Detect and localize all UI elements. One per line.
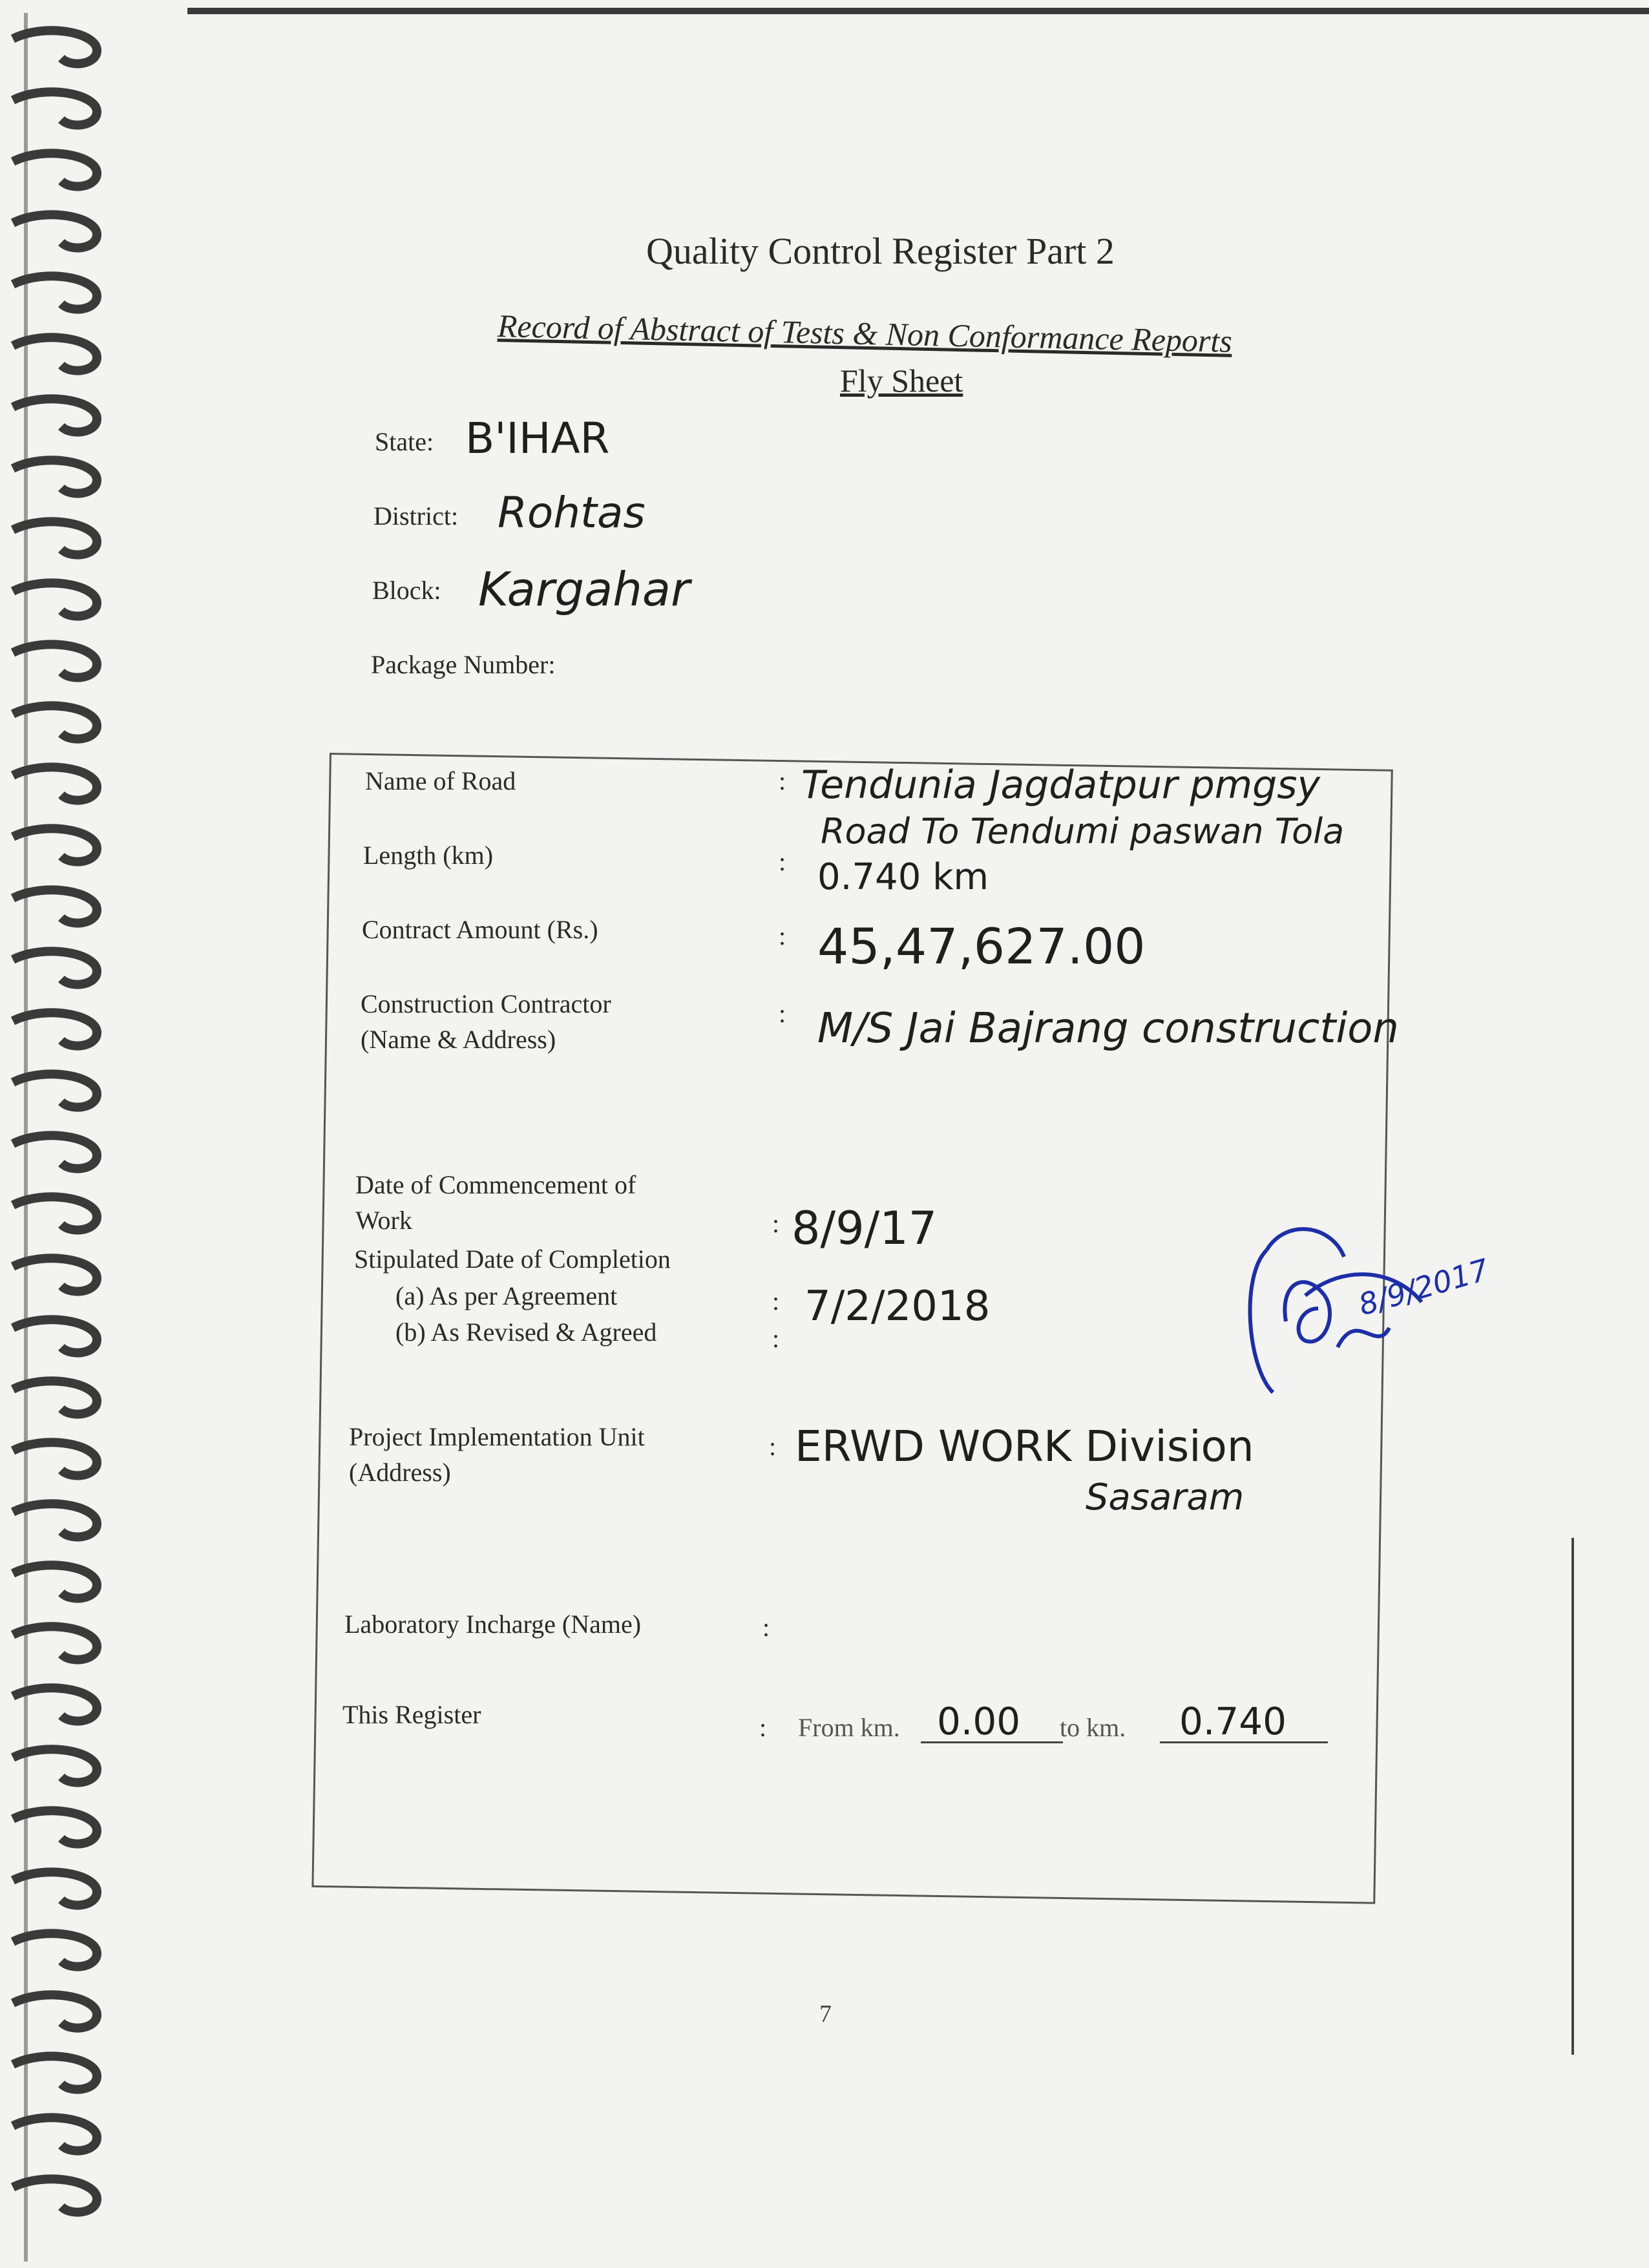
to-km-label: to km. — [1060, 1713, 1126, 1742]
colon: : — [779, 999, 786, 1028]
from-km-underline — [921, 1741, 1063, 1743]
from-km-label: From km. — [798, 1713, 900, 1742]
state-label: State: — [375, 427, 434, 456]
colon: : — [772, 1286, 780, 1316]
page-subtitle: Record of Abstract of Tests & Non Conformance Reports — [497, 308, 1233, 359]
as-per-agreement-value: 7/2/2018 — [804, 1283, 991, 1330]
scan-right-edge — [1571, 1538, 1574, 2055]
colon: : — [772, 1209, 780, 1238]
contract-amount-value: 45,47,627.00 — [817, 918, 1146, 975]
contractor-value: M/S Jai Bajrang construction — [817, 1005, 1399, 1053]
block-label: Block: — [372, 576, 441, 605]
block-value: Kargahar — [478, 562, 690, 616]
signature-stamp — [1228, 1199, 1564, 1422]
to-km-value: 0.740 — [1179, 1699, 1287, 1743]
commencement-label: Date of Commencement of — [355, 1170, 636, 1199]
scan-top-edge — [187, 8, 1649, 14]
stipulated-completion-label: Stipulated Date of Completion — [354, 1244, 671, 1274]
fly-sheet-heading: Fly Sheet — [840, 362, 963, 399]
as-per-agreement-label: (a) As per Agreement — [395, 1281, 618, 1310]
district-value: Rohtas — [498, 488, 646, 538]
colon: : — [769, 1432, 777, 1461]
state-value: B'IHAR — [465, 414, 610, 463]
piu-label: Project Implementation Unit — [349, 1422, 645, 1451]
commencement-label-work: Work — [355, 1206, 412, 1235]
colon: : — [779, 921, 786, 950]
this-register-label: This Register — [342, 1700, 481, 1729]
colon: : — [759, 1713, 767, 1742]
lab-incharge-label: Laboratory Incharge (Name) — [344, 1610, 642, 1639]
contractor-label: Construction Contractor — [361, 989, 611, 1018]
to-km-underline — [1160, 1741, 1328, 1743]
page-number: 7 — [819, 2000, 832, 2028]
signature-date: 8/9/2017 — [1354, 1252, 1493, 1323]
piu-address-label: (Address) — [349, 1458, 451, 1487]
colon: : — [779, 847, 786, 876]
name-of-road-value: Tendunia Jagdatpur pmgsy — [801, 762, 1320, 808]
page-title: Quality Control Register Part 2 — [646, 230, 1115, 272]
spiral-binding — [0, 0, 142, 2268]
piu-value-city: Sasaram — [1086, 1476, 1245, 1518]
district-label: District: — [373, 501, 459, 530]
length-value: 0.740 km — [817, 856, 989, 898]
length-label: Length (km) — [363, 841, 494, 870]
colon: : — [779, 766, 786, 795]
contract-amount-label: Contract Amount (Rs.) — [362, 915, 598, 944]
as-revised-label: (b) As Revised & Agreed — [395, 1318, 657, 1347]
commencement-value: 8/9/17 — [792, 1202, 938, 1255]
name-of-road-value-line2: Road To Tendumi paswan Tola — [821, 811, 1345, 852]
contractor-address-label: (Name & Address) — [361, 1025, 556, 1054]
from-km-value: 0.00 — [937, 1699, 1021, 1743]
package-number-label: Package Number: — [371, 650, 556, 679]
colon: : — [772, 1324, 780, 1353]
name-of-road-label: Name of Road — [365, 766, 516, 795]
colon: : — [762, 1613, 770, 1642]
piu-value: ERWD WORK Division — [795, 1422, 1254, 1471]
